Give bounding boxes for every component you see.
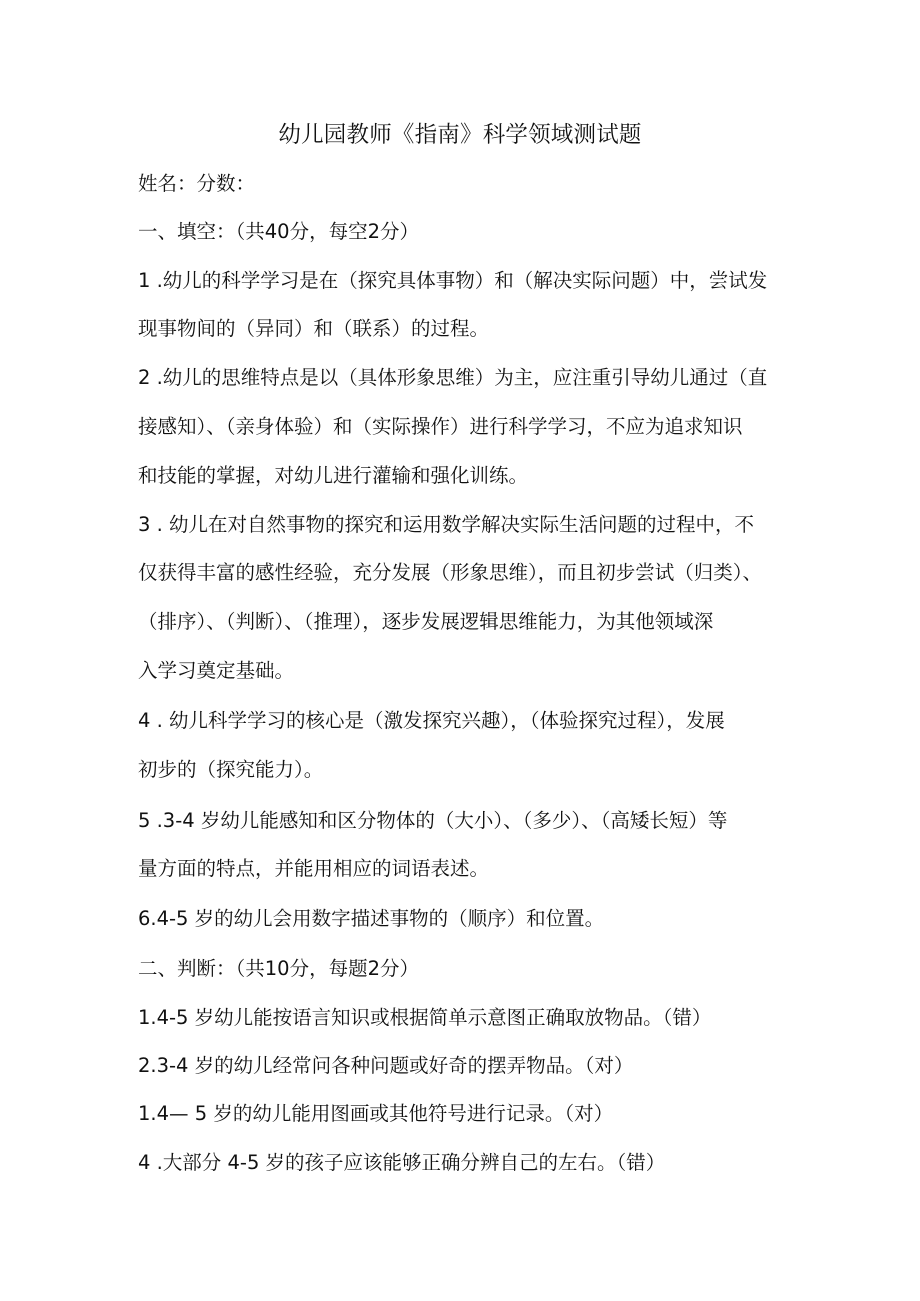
name-score-line: 姓名：分数： bbox=[138, 172, 256, 195]
q5-line-2: 量方面的特点，并能用相应的词语表述。 bbox=[138, 857, 490, 880]
q1-line-1: 1 .幼儿的科学学习是在（探究具体事物）和（解决实际问题）中，尝试发 bbox=[138, 269, 768, 292]
q3-line-4: 入学习奠定基础。 bbox=[138, 659, 295, 682]
q2-line-2: 接感知）、（亲身体验）和（实际操作）进行科学学习，不应为追求知识 bbox=[138, 415, 743, 438]
section-1-heading: 一、填空：（共40分，每空2分） bbox=[138, 220, 419, 243]
q4-line-2: 初步的（探究能力）。 bbox=[138, 758, 324, 781]
q1-line-2: 现事物间的（异同）和（联系）的过程。 bbox=[138, 317, 490, 340]
q2-line-1: 2 .幼儿的思维特点是以（具体形象思维）为主，应注重引导幼儿通过（直 bbox=[138, 366, 768, 389]
q2-line-3: 和技能的掌握，对幼儿进行灌输和强化训练。 bbox=[138, 464, 529, 487]
judgment-2: 2.3-4 岁的幼儿经常问各种问题或好奇的摆弄物品。（对） bbox=[138, 1054, 634, 1077]
judgment-4: 4 .大部分 4-5 岁的孩子应该能够正确分辨自己的左右。（错） bbox=[138, 1151, 666, 1174]
document-title: 幼儿园教师《指南》科学领域测试题 bbox=[278, 122, 642, 148]
q3-line-2: 仅获得丰富的感性经验，充分发展（形象思维），而且初步尝试（归类）、 bbox=[138, 561, 763, 584]
section-2-heading: 二、判断：（共10分，每题2分） bbox=[138, 957, 419, 980]
q4-line-1: 4 . 幼儿科学学习的核心是（激发探究兴趣），（体验探究过程），发展 bbox=[138, 709, 725, 732]
q3-line-3: （排序）、（判断）、（推理），逐步发展逻辑思维能力，为其他领域深 bbox=[138, 610, 714, 633]
q5-line-1: 5 .3-4 岁幼儿能感知和区分物体的（大小）、（多少）、（高矮长短）等 bbox=[138, 809, 728, 832]
judgment-1: 1.4-5 岁幼儿能按语言知识或根据简单示意图正确取放物品。（错） bbox=[138, 1006, 712, 1029]
q3-line-1: 3 . 幼儿在对自然事物的探究和运用数学解决实际生活问题的过程中，不 bbox=[138, 513, 755, 536]
q6-line: 6.4-5 岁的幼儿会用数字描述事物的（顺序）和位置。 bbox=[138, 907, 605, 930]
judgment-3: 1.4— 5 岁的幼儿能用图画或其他符号进行记录。（对） bbox=[138, 1102, 614, 1125]
